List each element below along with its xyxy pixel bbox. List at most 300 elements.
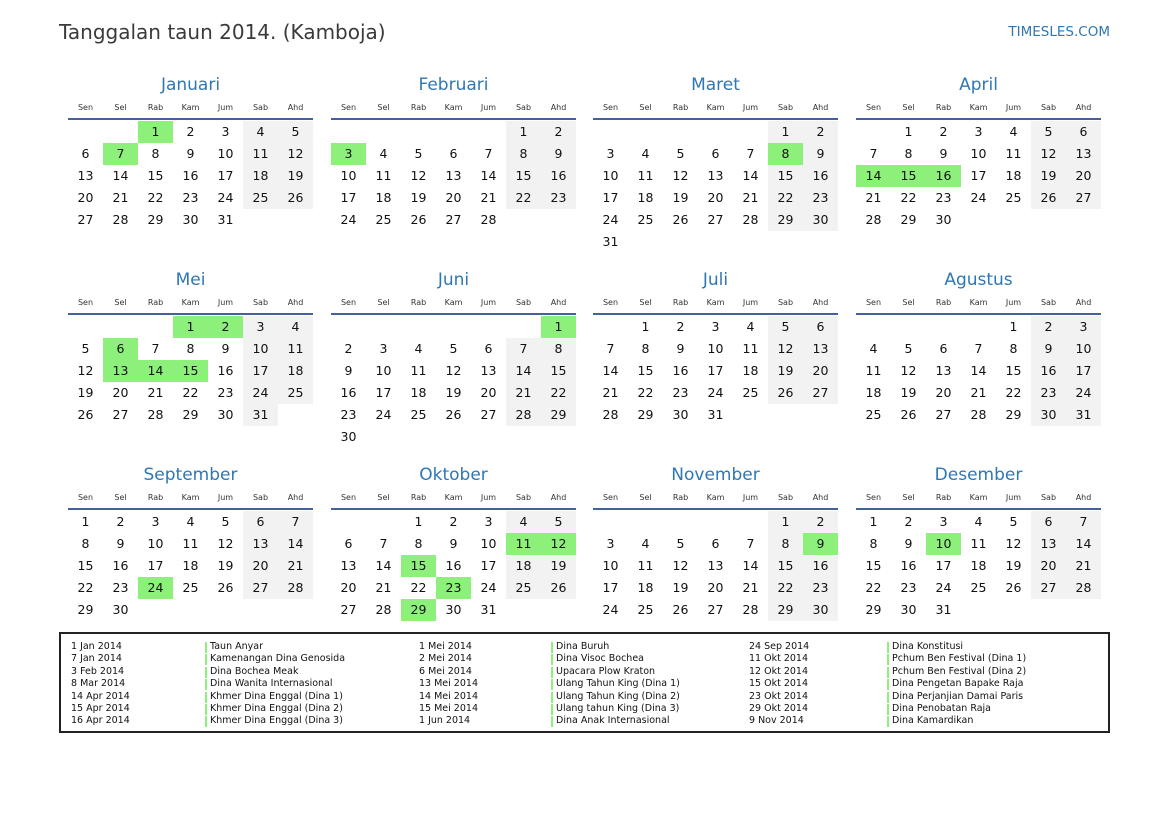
legend-date: 1 Jun 2014: [419, 715, 471, 727]
day-cell: 23: [672, 385, 689, 400]
weekday-label: Kam: [969, 493, 988, 502]
day-cell: 30: [340, 429, 357, 444]
day-cell: 27: [480, 407, 497, 422]
legend-holiday-name: Dina Konstitusi: [887, 641, 1026, 653]
day-cell: 20: [707, 190, 724, 205]
day-cell: 29: [147, 212, 164, 227]
legend-holiday-name: Dina Kamardikan: [887, 715, 1026, 727]
day-cell: 6: [1031, 511, 1066, 533]
day-cell: 3: [606, 146, 615, 161]
day-cell: 28: [742, 602, 759, 617]
day-cell: 10: [243, 338, 278, 360]
day-cell: 13: [935, 363, 952, 378]
day-cell: 24: [243, 382, 278, 404]
legend-date: 9 Nov 2014: [749, 715, 804, 727]
empty-cell: [628, 121, 663, 143]
weekday-label: Sel: [377, 493, 390, 502]
day-cell: 28: [147, 407, 164, 422]
day-cell: 1: [414, 514, 423, 529]
empty-cell: [733, 121, 768, 143]
day-cell: 20: [707, 580, 724, 595]
header-rule: [68, 313, 313, 315]
day-cell: 5: [221, 514, 230, 529]
day-cell: 3: [484, 514, 493, 529]
legend-holiday-name: Taun Anyar: [205, 641, 345, 653]
empty-cell: [366, 316, 401, 338]
day-cell: 9: [449, 536, 458, 551]
day-cell: 22: [637, 385, 654, 400]
day-cell: 4: [414, 341, 423, 356]
empty-cell: [471, 121, 506, 143]
weekday-label: Jum: [1005, 298, 1022, 307]
empty-cell: [103, 121, 138, 143]
day-cell: 25: [506, 577, 541, 599]
day-cell: 13: [243, 533, 278, 555]
day-cell: 8: [641, 341, 650, 356]
legend-holiday-name: Dina Visoc Bochea: [551, 653, 680, 665]
day-cell: 15: [637, 363, 654, 378]
day-cell: 7: [151, 341, 160, 356]
day-cell: 17: [480, 558, 497, 573]
day-cell: 16: [445, 558, 462, 573]
legend-date: 23 Okt 2014: [749, 690, 809, 702]
holiday-legend: [59, 632, 1110, 733]
day-cell: 21: [865, 190, 882, 205]
day-cell: 18: [375, 190, 392, 205]
day-cell: 15: [147, 168, 164, 183]
day-cell: 15: [77, 558, 94, 573]
day-cell: 25: [865, 407, 882, 422]
day-cell: 3: [606, 536, 615, 551]
weekday-label: Sel: [377, 103, 390, 112]
weekday-header: [331, 295, 576, 310]
empty-cell: [68, 316, 103, 338]
weekday-label: Kam: [444, 493, 463, 502]
weekday-label: Sen: [340, 103, 357, 112]
day-cell: 23: [112, 580, 129, 595]
empty-cell: [366, 121, 401, 143]
day-cell: 11: [742, 341, 759, 356]
day-cell: 18: [865, 385, 882, 400]
day-cell: 3: [221, 124, 230, 139]
day-cell: 4: [379, 146, 388, 161]
legend-holiday-name: Dina Wanita Internasional: [205, 678, 345, 690]
day-cell: 2: [541, 121, 576, 143]
day-cell: 15: [768, 165, 803, 187]
holiday-day-cell: 11: [506, 533, 541, 555]
weekday-label: Sen: [602, 493, 619, 502]
day-cell: 2: [904, 514, 913, 529]
legend-holiday-name: Khmer Dina Enggal (Dina 2): [205, 703, 345, 715]
day-cell: 6: [803, 316, 838, 338]
month-juli: [593, 270, 838, 426]
day-cell: 21: [1066, 555, 1101, 577]
weekday-label: Sel: [639, 103, 652, 112]
day-cell: 17: [935, 558, 952, 573]
weekday-label: Ahd: [812, 298, 829, 307]
day-cell: 10: [375, 363, 392, 378]
weekday-label: Ahd: [550, 493, 567, 502]
month-januari: [68, 75, 313, 231]
legend-date: 24 Sep 2014: [749, 641, 810, 652]
day-cell: 8: [506, 143, 541, 165]
weekday-label: Jum: [217, 493, 234, 502]
day-cell: 25: [243, 187, 278, 209]
weekday-label: Sab: [777, 298, 794, 307]
month-agustus: [856, 270, 1101, 426]
header-rule: [593, 118, 838, 120]
legend-holiday-name: Kamenangan Dina Genosida: [205, 653, 345, 665]
day-cell: 7: [278, 511, 313, 533]
day-cell: 16: [182, 168, 199, 183]
day-cell: 20: [77, 190, 94, 205]
day-cell: 25: [637, 602, 654, 617]
weekday-label: Ahd: [550, 103, 567, 112]
day-cell: 28: [112, 212, 129, 227]
day-cell: 19: [77, 385, 94, 400]
day-cell: 28: [1066, 577, 1101, 599]
day-cell: 24: [375, 407, 392, 422]
day-cell: 6: [449, 146, 458, 161]
day-cell: 30: [112, 602, 129, 617]
day-cell: 14: [1066, 533, 1101, 555]
month-name: Agustus: [944, 270, 1013, 290]
weekday-header: [593, 490, 838, 505]
day-cell: 16: [803, 555, 838, 577]
weekday-label: Sel: [377, 298, 390, 307]
weekday-label: Rab: [935, 298, 952, 307]
day-cell: 8: [414, 536, 423, 551]
month-april: [856, 75, 1101, 231]
day-cell: 30: [445, 602, 462, 617]
weekday-label: Rab: [410, 298, 427, 307]
day-cell: 30: [803, 209, 838, 231]
day-cell: 22: [1005, 385, 1022, 400]
day-cell: 17: [602, 580, 619, 595]
legend-holiday-name: Ulang Tahun King (Dina 1): [551, 678, 680, 690]
day-cell: 22: [410, 580, 427, 595]
day-cell: 6: [81, 146, 90, 161]
day-cell: 12: [278, 143, 313, 165]
weekday-label: Rab: [672, 103, 689, 112]
day-cell: 14: [506, 360, 541, 382]
day-cell: 16: [217, 363, 234, 378]
day-cell: 4: [641, 536, 650, 551]
header-rule: [68, 508, 313, 510]
day-cell: 16: [1031, 360, 1066, 382]
month-juni: [331, 270, 576, 448]
weekday-label: Jum: [742, 298, 759, 307]
holiday-day-cell: 7: [103, 143, 138, 165]
weekday-label: Sel: [639, 298, 652, 307]
weekday-label: Jum: [742, 103, 759, 112]
weekday-label: Kam: [706, 493, 725, 502]
weekday-label: Kam: [969, 103, 988, 112]
legend-date: 15 Okt 2014: [749, 678, 809, 690]
day-cell: 11: [375, 168, 392, 183]
weekday-header: [68, 490, 313, 505]
header-rule: [68, 118, 313, 120]
empty-cell: [436, 121, 471, 143]
header-rule: [331, 508, 576, 510]
weekday-label: Sen: [340, 493, 357, 502]
day-cell: 26: [900, 407, 917, 422]
day-cell: 4: [278, 316, 313, 338]
day-cell: 26: [278, 187, 313, 209]
day-cell: 22: [147, 190, 164, 205]
weekday-header: [856, 295, 1101, 310]
day-cell: 5: [676, 146, 685, 161]
day-cell: 31: [217, 212, 234, 227]
day-cell: 19: [217, 558, 234, 573]
legend-holiday-name: Pchum Ben Festival (Dina 1): [887, 653, 1026, 665]
day-cell: 17: [243, 360, 278, 382]
day-cell: 13: [480, 363, 497, 378]
holiday-day-cell: 1: [541, 316, 576, 338]
day-cell: 29: [182, 407, 199, 422]
legend-date: 7 Jan 2014: [71, 653, 122, 665]
day-cell: 27: [77, 212, 94, 227]
day-cell: 23: [803, 577, 838, 599]
legend-holiday-name: Dina Buruh: [551, 641, 680, 653]
day-cell: 27: [445, 212, 462, 227]
day-cell: 25: [637, 212, 654, 227]
day-cell: 29: [77, 602, 94, 617]
day-cell: 20: [243, 555, 278, 577]
day-cell: 31: [602, 234, 619, 249]
day-cell: 11: [865, 363, 882, 378]
empty-cell: [926, 316, 961, 338]
weekday-label: Sel: [114, 493, 127, 502]
empty-cell: [506, 316, 541, 338]
site-link[interactable]: TIMESLES.COM: [1008, 24, 1110, 40]
day-grid: [331, 511, 576, 621]
day-cell: 12: [445, 363, 462, 378]
day-cell: 7: [746, 536, 755, 551]
day-cell: 5: [541, 511, 576, 533]
day-cell: 22: [77, 580, 94, 595]
holiday-day-cell: 24: [138, 577, 173, 599]
day-cell: 19: [900, 385, 917, 400]
weekday-label: Sab: [515, 493, 532, 502]
day-cell: 14: [375, 558, 392, 573]
weekday-label: Rab: [147, 103, 164, 112]
day-cell: 19: [541, 555, 576, 577]
day-cell: 5: [1031, 121, 1066, 143]
weekday-label: Sen: [865, 493, 882, 502]
day-cell: 13: [1066, 143, 1101, 165]
month-mei: [68, 270, 313, 426]
holiday-day-cell: 8: [768, 143, 803, 165]
day-cell: 13: [77, 168, 94, 183]
day-cell: 1: [768, 121, 803, 143]
legend-holiday-name: Ulang tahun King (Dina 3): [551, 703, 680, 715]
day-cell: 26: [672, 212, 689, 227]
weekday-label: Ahd: [287, 493, 304, 502]
day-cell: 21: [112, 190, 129, 205]
legend-date: 1 Mei 2014: [419, 641, 472, 652]
day-cell: 1: [768, 511, 803, 533]
day-cell: 22: [768, 187, 803, 209]
day-grid: [593, 511, 838, 621]
day-cell: 21: [742, 190, 759, 205]
day-cell: 18: [182, 558, 199, 573]
legend-holiday-name: Ulang Tahun King (Dina 2): [551, 691, 680, 703]
day-cell: 9: [541, 143, 576, 165]
day-cell: 14: [970, 363, 987, 378]
day-cell: 14: [112, 168, 129, 183]
day-cell: 29: [1005, 407, 1022, 422]
empty-cell: [733, 511, 768, 533]
legend-date: 14 Apr 2014: [71, 690, 130, 702]
day-cell: 5: [904, 341, 913, 356]
day-cell: 18: [970, 558, 987, 573]
day-cell: 13: [803, 338, 838, 360]
day-cell: 19: [768, 360, 803, 382]
weekday-label: Kam: [181, 103, 200, 112]
day-cell: 7: [379, 536, 388, 551]
legend-date: 16 Apr 2014: [71, 715, 130, 727]
day-cell: 19: [672, 580, 689, 595]
day-cell: 26: [77, 407, 94, 422]
day-cell: 26: [541, 577, 576, 599]
holiday-day-cell: 9: [803, 533, 838, 555]
weekday-label: Jum: [480, 493, 497, 502]
day-cell: 3: [974, 124, 983, 139]
day-cell: 3: [243, 316, 278, 338]
header-rule: [856, 118, 1101, 120]
day-cell: 29: [865, 602, 882, 617]
empty-cell: [698, 511, 733, 533]
empty-cell: [593, 316, 628, 338]
day-cell: 16: [541, 165, 576, 187]
holiday-day-cell: 3: [331, 143, 366, 165]
day-cell: 4: [746, 319, 755, 334]
day-cell: 26: [1031, 187, 1066, 209]
day-cell: 22: [506, 187, 541, 209]
holiday-day-cell: 6: [103, 338, 138, 360]
day-cell: 10: [602, 168, 619, 183]
day-cell: 30: [1031, 404, 1066, 426]
month-name: September: [143, 465, 238, 485]
day-cell: 10: [970, 146, 987, 161]
day-cell: 12: [672, 168, 689, 183]
day-cell: 9: [116, 536, 125, 551]
day-cell: 17: [340, 190, 357, 205]
empty-cell: [856, 121, 891, 143]
day-cell: 28: [480, 212, 497, 227]
day-cell: 6: [243, 511, 278, 533]
day-cell: 7: [974, 341, 983, 356]
weekday-header: [68, 295, 313, 310]
day-cell: 12: [410, 168, 427, 183]
day-cell: 3: [379, 341, 388, 356]
day-cell: 1: [1009, 319, 1018, 334]
empty-cell: [138, 316, 173, 338]
weekday-label: Jum: [480, 298, 497, 307]
day-cell: 30: [672, 407, 689, 422]
holiday-day-cell: 29: [401, 599, 436, 621]
day-cell: 30: [803, 599, 838, 621]
day-cell: 13: [445, 168, 462, 183]
day-cell: 1: [904, 124, 913, 139]
day-cell: 23: [340, 407, 357, 422]
day-cell: 31: [707, 407, 724, 422]
day-cell: 12: [768, 338, 803, 360]
day-cell: 15: [865, 558, 882, 573]
weekday-label: Ahd: [287, 298, 304, 307]
day-cell: 30: [935, 212, 952, 227]
empty-cell: [471, 316, 506, 338]
holiday-day-cell: 14: [138, 360, 173, 382]
day-cell: 1: [81, 514, 90, 529]
legend-holiday-name: Dina Penobatan Raja: [887, 703, 1026, 715]
day-cell: 31: [1066, 404, 1101, 426]
legend-date: 1 Jan 2014: [71, 641, 122, 652]
weekday-label: Sab: [1040, 103, 1057, 112]
weekday-label: Jum: [742, 493, 759, 502]
day-cell: 20: [340, 580, 357, 595]
day-cell: 17: [217, 168, 234, 183]
day-cell: 6: [484, 341, 493, 356]
weekday-label: Ahd: [812, 493, 829, 502]
empty-cell: [628, 511, 663, 533]
day-cell: 24: [970, 190, 987, 205]
holiday-day-cell: 23: [436, 577, 471, 599]
empty-cell: [436, 316, 471, 338]
legend-date: 15 Apr 2014: [71, 702, 130, 714]
legend-date: 15 Mei 2014: [419, 702, 478, 714]
day-cell: 22: [900, 190, 917, 205]
day-cell: 28: [602, 407, 619, 422]
day-cell: 9: [803, 143, 838, 165]
day-grid: [68, 121, 313, 231]
weekday-label: Sel: [114, 298, 127, 307]
day-cell: 20: [480, 385, 497, 400]
empty-cell: [366, 511, 401, 533]
legend-date: 2 Mei 2014: [419, 653, 472, 665]
day-cell: 27: [803, 382, 838, 404]
day-cell: 14: [278, 533, 313, 555]
day-cell: 23: [900, 580, 917, 595]
weekday-label: Sab: [252, 298, 269, 307]
weekday-label: Sab: [777, 103, 794, 112]
day-cell: 26: [410, 212, 427, 227]
weekday-label: Ahd: [550, 298, 567, 307]
day-cell: 25: [182, 580, 199, 595]
day-cell: 4: [974, 514, 983, 529]
weekday-label: Sen: [340, 298, 357, 307]
legend-date: 8 Mar 2014: [71, 678, 126, 690]
day-cell: 21: [742, 580, 759, 595]
legend-dates-column: [71, 641, 130, 728]
day-cell: 1: [506, 121, 541, 143]
day-cell: 9: [1031, 338, 1066, 360]
day-cell: 5: [414, 146, 423, 161]
weekday-label: Jum: [1005, 103, 1022, 112]
month-name: Juni: [437, 270, 470, 290]
legend-date: 12 Okt 2014: [749, 665, 809, 677]
month-desember: [856, 465, 1101, 621]
legend-names-column: [887, 641, 1026, 728]
day-cell: 19: [1031, 165, 1066, 187]
day-cell: 10: [340, 168, 357, 183]
day-cell: 18: [278, 360, 313, 382]
weekday-header: [331, 490, 576, 505]
legend-date: 3 Feb 2014: [71, 665, 125, 677]
weekday-label: Rab: [410, 103, 427, 112]
month-name: Desember: [934, 465, 1023, 485]
